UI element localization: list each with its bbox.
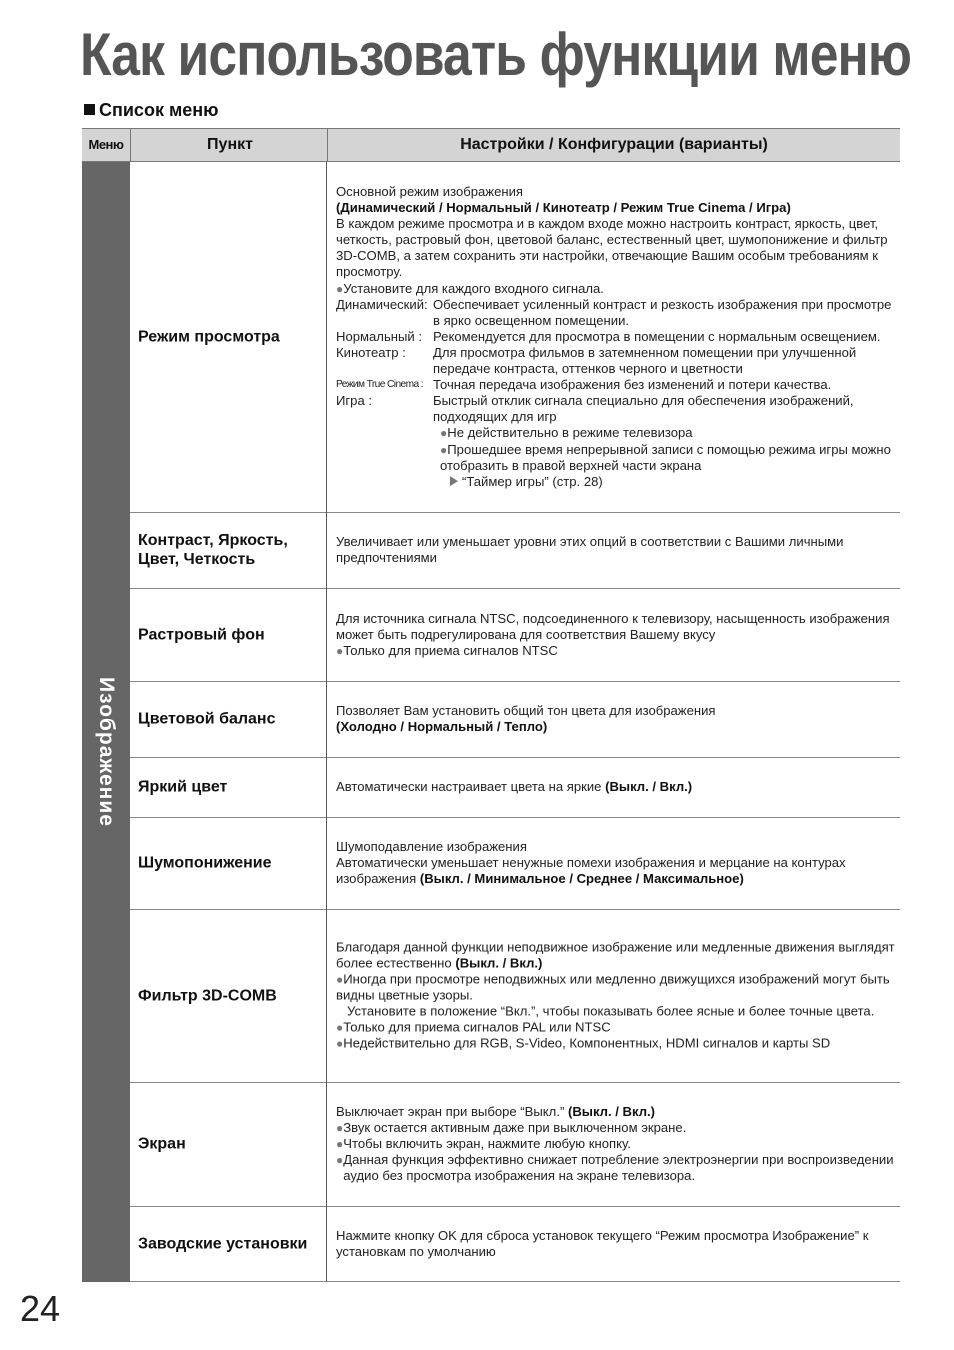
item-description (336, 1227, 898, 1259)
mode-value: Точная передача изображения без изменений и потери качества. (433, 377, 832, 393)
row-divider (326, 162, 327, 512)
options-list (336, 200, 898, 216)
bullet-text: Недействительно для RGB, S-Video, Компонентных, HDMI сигналов и карты SD (343, 1035, 831, 1051)
bullet-note (336, 1020, 898, 1036)
options-text: (Выкл. / Вкл.) (455, 955, 543, 971)
bullet-text: Прошедшее время непрерывной записи с помощью режима игры можно отобразить в правой верхней части экрана (440, 441, 891, 473)
bullet-note (336, 1152, 898, 1184)
options-list (336, 719, 898, 735)
header-divider (130, 129, 131, 161)
bullet-note (336, 1120, 898, 1136)
reference-text: “Таймер игры” (стр. 28) (462, 473, 603, 489)
page-number: 24 (20, 1288, 61, 1329)
section-sidebar (82, 162, 130, 1282)
row-divider (326, 681, 327, 757)
bullet-text: Только для приема сигналов PAL или NTSC (343, 1019, 611, 1035)
square-bullet-icon (84, 104, 95, 115)
row-divider (326, 757, 327, 817)
desc-line (336, 855, 898, 887)
bullet-icon: ● (440, 442, 448, 457)
row-divider (326, 512, 327, 588)
table-row-noise-reduction (130, 817, 900, 910)
item-label: Яркий цвет (138, 778, 228, 796)
header-settings: Настройки / Конфигурации (варианты) (460, 136, 768, 153)
item-label: Фильтр 3D-COMB (138, 987, 277, 1004)
mode-entry (336, 297, 898, 329)
bullet-icon: ● (336, 1036, 344, 1051)
desc-line: Позволяет Вам установить общий тон цвета для изображения (336, 702, 716, 718)
bullet-icon: ● (440, 426, 448, 441)
item-label: Заводские установки (138, 1235, 308, 1252)
bullet-text: Звук остается активным даже при выключенном экране. (343, 1119, 687, 1135)
bullet-text: Иногда при просмотре неподвижных или медленно движущихся изображений могут быть видны цветные узоры. (336, 971, 890, 1003)
bullet-icon: ● (336, 643, 344, 658)
item-description (336, 610, 898, 658)
row-divider (326, 588, 327, 681)
options-text: (Выкл. / Вкл.) (567, 1103, 656, 1119)
table-row-color-balance (130, 681, 900, 758)
mode-value: Обеспечивает усиленный контраст и резкость изображения при просмотре в ярко освещенном помещении. (433, 296, 892, 328)
table-row-bright-color (130, 757, 900, 818)
bullet-text: Не действительно в режиме телевизора (447, 425, 693, 441)
item-description (336, 703, 898, 735)
arrow-right-icon (450, 476, 458, 486)
item-label: Шумопонижение (138, 854, 272, 872)
desc-line (336, 779, 898, 795)
desc-line: В каждом режиме просмотра и в каждом входе можно настроить контраст, яркость, цвет, четкость, растровый фон, цветовой баланс, естественный цвет, шумопонижение и фильтр 3D-COMB, а затем сохранить эти настройки, отвечающие Вашим особым требованиям к просмотру. (336, 216, 888, 280)
item-label: Экран (138, 1135, 186, 1153)
bullet-icon: ● (336, 972, 344, 987)
section-label: Изображение (95, 677, 118, 827)
mode-key: Динамический: (336, 296, 428, 312)
item-description (336, 779, 898, 795)
options-text: (Динамический / Нормальный / Кинотеатр / Режим True Cinema / Игра) (336, 200, 791, 216)
mode-key: Режим True Cinema : (336, 379, 424, 391)
item-description (336, 534, 898, 566)
table-row-view-mode (130, 162, 900, 513)
mode-key: Кинотеатр : (336, 345, 406, 361)
page-title: Как использовать функции меню (80, 21, 912, 88)
bullet-note (336, 1136, 898, 1152)
menu-table (82, 128, 900, 1282)
table-row-3d-comb (130, 909, 900, 1083)
row-divider (326, 1082, 327, 1206)
item-description (336, 1104, 898, 1184)
item-description (336, 839, 898, 887)
options-text: (Выкл. / Вкл.) (605, 778, 693, 794)
desc-text: Благодаря данной функции неподвижное изображение или медленные движения выглядят более естественно (336, 939, 895, 971)
mode-entry (336, 329, 898, 345)
item-description (336, 939, 898, 1052)
item-label: Контраст, Яркость, Цвет, Четкость (138, 532, 288, 568)
bullet-note (336, 442, 898, 474)
bullet-text: Только для приема сигналов NTSC (343, 642, 558, 658)
item-description (336, 184, 898, 490)
bullet-icon: ● (336, 1020, 344, 1035)
bullet-note (336, 643, 898, 659)
desc-line: Шумоподавление изображения (336, 838, 527, 854)
table-header (82, 128, 900, 162)
row-divider (326, 1206, 327, 1281)
mode-value: Рекомендуется для просмотра в помещении с нормальным освещением. (433, 328, 881, 344)
desc-line (336, 939, 898, 971)
table-row-raster (130, 588, 900, 682)
bullet-icon: ● (336, 1136, 344, 1151)
bullet-note (336, 1036, 898, 1052)
subtitle-text: Список меню (99, 100, 219, 120)
page-reference (336, 474, 898, 490)
desc-line: Увеличивает или уменьшает уровни этих опций в соответствии с Вашими личными предпочтениями (336, 533, 844, 565)
desc-line (336, 1104, 898, 1120)
bullet-icon: ● (336, 1120, 344, 1135)
item-label: Режим просмотра (138, 328, 280, 346)
bullet-text: Установите для каждого входного сигнала. (343, 280, 604, 296)
mode-entry (336, 377, 898, 393)
table-row-contrast (130, 512, 900, 589)
bullet-icon: ● (336, 1153, 344, 1168)
mode-entry (336, 393, 898, 425)
mode-entry (336, 345, 898, 377)
desc-line: Для источника сигнала NTSC, подсоединенного к телевизору, насыщенность изображения может быть подрегулирована для соответствия Вашему вкусу (336, 610, 890, 642)
bullet-text: Чтобы включить экран, нажмите любую кнопку. (343, 1135, 631, 1151)
bullet-icon: ● (336, 281, 344, 296)
mode-key: Нормальный : (336, 328, 422, 344)
desc-text: Автоматически уменьшает ненужные помехи изображения и мерцание на контурах изображения (336, 854, 846, 887)
mode-key: Игра : (336, 393, 373, 409)
row-divider (326, 909, 327, 1082)
mode-value: Быстрый отклик сигнала специально для обеспечения изображений, подходящих для игр (433, 393, 854, 425)
desc-text: Выключает экран при выборе “Выкл.” (336, 1103, 568, 1119)
options-text: (Выкл. / Минимальное / Среднее / Максимальное) (419, 871, 744, 887)
header-menu: Меню (88, 137, 124, 152)
table-body (82, 162, 900, 1282)
bullet-continuation: Установите в положение “Вкл.”, чтобы показывать более ясные и более точные цвета. (347, 1003, 875, 1019)
table-row-factory-reset (130, 1206, 900, 1282)
item-label: Цветовой баланс (138, 710, 276, 728)
options-text: (Холодно / Нормальный / Тепло) (336, 719, 548, 734)
mode-value: Для просмотра фильмов в затемненном помещении при улучшенной передаче контраста, оттенков черного и цветности (433, 345, 857, 377)
desc-line: Нажмите кнопку OK для сброса установок текущего “Режим просмотра Изображение” к установкам по умолчанию (336, 1227, 869, 1259)
table-row-screen (130, 1082, 900, 1207)
header-item: Пункт (207, 136, 253, 153)
bullet-note (336, 971, 898, 1003)
bullet-text: Данная функция эффективно снижает потребление электроэнергии при воспроизведении аудио без просмотра изображения на экране телевизора. (343, 1152, 894, 1184)
desc-line: Основной режим изображения (336, 184, 523, 200)
item-label: Растровый фон (138, 626, 265, 643)
bullet-note (336, 426, 898, 442)
section-subtitle (84, 100, 219, 121)
row-divider (326, 817, 327, 909)
desc-text: Автоматически настраивает цвета на яркие (336, 778, 606, 794)
bullet-note (336, 281, 898, 297)
